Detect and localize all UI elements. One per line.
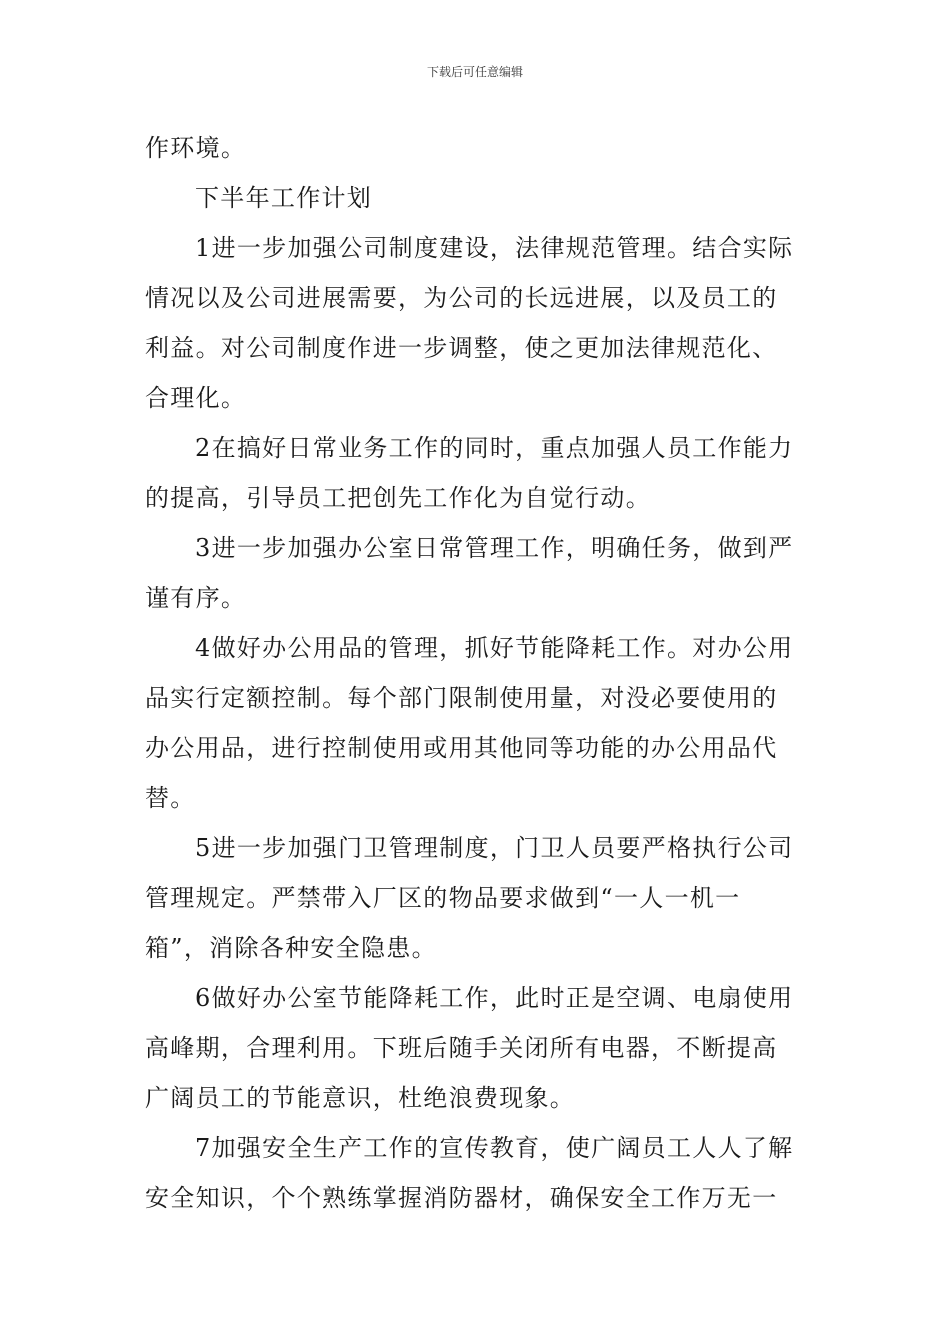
text-line: 管理规定。严禁带入厂区的物品要求做到“一人一机一: [145, 884, 741, 912]
text-line: 谨有序。: [145, 584, 247, 612]
text-line: 合理化。: [145, 384, 247, 412]
text-line: 品实行定额控制。每个部门限制使用量，对没必要使用的: [145, 684, 778, 712]
text-line: 高峰期，合理利用。下班后随手关闭所有电器，不断提高: [145, 1034, 778, 1062]
text-line: 3进一步加强办公室日常管理工作，明确任务，做到严: [195, 534, 794, 562]
text-line: 4做好办公用品的管理，抓好节能降耗工作。对办公用: [195, 634, 794, 662]
text-line: 情况以及公司进展需要，为公司的长远进展，以及员工的: [145, 284, 778, 312]
page-header: 下载后可任意编辑: [426, 65, 523, 79]
section-heading: 下半年工作计划: [195, 184, 373, 212]
text-line: 替。: [145, 784, 196, 812]
text-line: 安全知识，个个熟练掌握消防器材，确保安全工作万无一: [145, 1184, 778, 1212]
text-line: 办公用品，进行控制使用或用其他同等功能的办公用品代: [145, 734, 778, 762]
text-line: 5进一步加强门卫管理制度，门卫人员要严格执行公司: [195, 834, 794, 862]
text-line: 的提高，引导员工把创先工作化为自觉行动。: [145, 484, 651, 512]
text-line: 作环境。: [145, 134, 247, 162]
text-line: 利益。对公司制度作进一步调整，使之更加法律规范化、: [145, 334, 778, 362]
text-line: 6做好办公室节能降耗工作，此时正是空调、电扇使用: [195, 984, 794, 1012]
text-line: 广阔员工的节能意识，杜绝浪费现象。: [145, 1084, 576, 1112]
text-line: 7加强安全生产工作的宣传教育，使广阔员工人人了解: [195, 1134, 794, 1162]
text-line: 1进一步加强公司制度建设，法律规范管理。结合实际: [195, 234, 794, 262]
text-line: 2在搞好日常业务工作的同时，重点加强人员工作能力: [195, 434, 794, 462]
text-line: 箱”，消除各种安全隐患。: [145, 934, 437, 962]
